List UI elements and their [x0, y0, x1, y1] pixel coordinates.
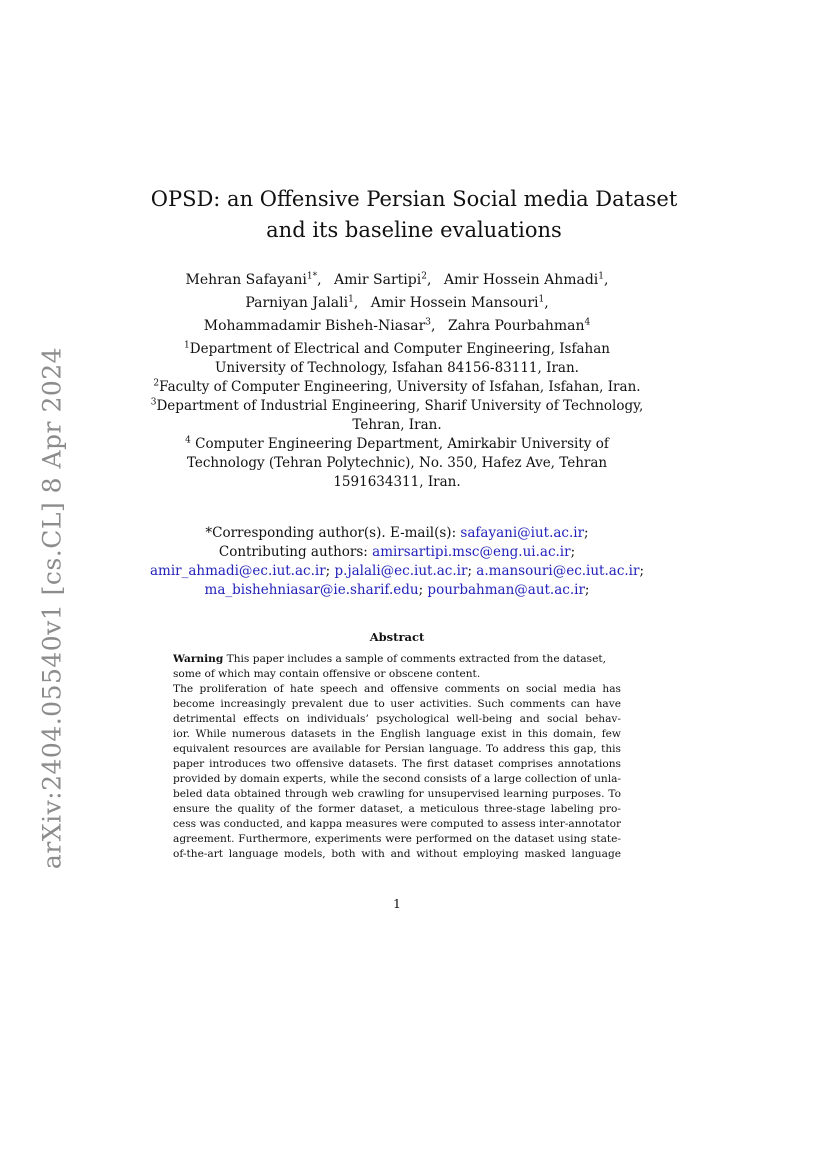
- corresponding-line: *Corresponding author(s). E-mail(s): safayani@iut.ac.ir;: [205, 525, 589, 541]
- abstract-line: equivalent resources are available for Persian language. To address this gap, this: [173, 743, 621, 755]
- title-line: OPSD: an Offensive Persian Social media Dataset: [150, 187, 678, 211]
- corresponding-email-link[interactable]: safayani@iut.ac.ir: [460, 525, 585, 541]
- author-line: [0, 315, 794, 338]
- affiliation-line: $^3$Department of Industrial Engineering, Sharif University of Technology,: [150, 397, 644, 414]
- contact-info: [0, 524, 794, 600]
- affiliation-line: University of Technology, Isfahan 84156-83111, Iran.: [215, 360, 579, 376]
- abstract-line: become increasingly prevalent due to user activities. Such comments can have: [173, 698, 621, 710]
- abstract-heading: Abstract: [369, 630, 425, 644]
- affiliation-line: $^1$Department of Electrical and Computer Engineering, Isfahan: [184, 340, 610, 357]
- author-line: [0, 292, 794, 315]
- abstract-line: of-the-art language models, both with and without employing masked language: [173, 848, 621, 860]
- contributing-line: Contributing authors: amirsartipi.msc@eng.ui.ac.ir;: [218, 544, 576, 560]
- email-link[interactable]: amir_ahmadi@ec.iut.ac.ir: [149, 563, 326, 579]
- email-link[interactable]: p.jalali@ec.iut.ac.ir: [334, 563, 468, 579]
- abstract-body: [173, 652, 621, 862]
- abstract-line: Warning This paper includes a sample of comments extracted from the dataset,: [173, 653, 606, 665]
- abstract-line: agreement. Furthermore, experiments were performed on the dataset using state-: [173, 833, 621, 845]
- author: Amir Sartipi$^2$,: [334, 271, 432, 288]
- paper-title: [0, 184, 828, 246]
- author: Amir Hossein Mansouri$^1$,: [370, 294, 549, 311]
- author: Parniyan Jalali$^1$,: [245, 294, 359, 311]
- abstract-line: some of which may contain offensive or obscene content.: [173, 668, 481, 680]
- abstract-line: beled data obtained through web crawling for unsupervised learning purposes. To: [173, 788, 621, 800]
- warning-label: Warning: [173, 653, 224, 665]
- affiliation-line: 1591634311, Iran.: [333, 474, 461, 490]
- email-link[interactable]: ma_bishehniasar@ie.sharif.edu: [204, 582, 419, 598]
- affiliation-line: Tehran, Iran.: [352, 417, 442, 433]
- email-line: ma_bishehniasar@ie.sharif.edu; pourbahman@aut.ac.ir;: [204, 582, 590, 598]
- affiliation-line: $^2$Faculty of Computer Engineering, University of Isfahan, Isfahan, Iran.: [153, 378, 641, 395]
- abstract-line: cess was conducted, and kappa measures were computed to assess inter-annotator: [173, 818, 621, 830]
- author-list: [0, 269, 794, 338]
- abstract-line: The proliferation of hate speech and offensive comments on social media has: [173, 683, 621, 695]
- abstract-line: detrimental effects on individuals’ psychological well-being and social behav-: [173, 713, 621, 725]
- abstract-line: paper introduces two offensive datasets. The first dataset comprises annotations: [173, 758, 621, 770]
- affiliation-line: Technology (Tehran Polytechnic), No. 350, Hafez Ave, Tehran: [186, 455, 608, 471]
- arxiv-identifier-stamp: arXiv:2404.05540v1 [cs.CL] 8 Apr 2024: [37, 346, 67, 870]
- author: Mohammadamir Bisheh-Niasar$^3$,: [203, 317, 436, 334]
- title-line: and its baseline evaluations: [266, 218, 562, 242]
- author-line: [0, 269, 794, 292]
- author: Mehran Safayani$^{1*}$,: [185, 271, 322, 288]
- author: Amir Hossein Ahmadi$^1$,: [443, 271, 609, 288]
- abstract-line: provided by domain experts, while the second consists of a large collection of unla-: [173, 773, 621, 785]
- abstract-line: ior. While numerous datasets in the English language exist in this domain, few: [173, 728, 621, 740]
- page-number: 1: [393, 896, 401, 911]
- email-link[interactable]: amirsartipi.msc@eng.ui.ac.ir: [372, 544, 571, 560]
- affiliation-line: $^4$ Computer Engineering Department, Amirkabir University of: [185, 435, 609, 452]
- email-link[interactable]: a.mansouri@ec.iut.ac.ir: [476, 563, 640, 579]
- email-link[interactable]: pourbahman@aut.ac.ir: [427, 582, 585, 598]
- affiliation-list: [0, 340, 794, 492]
- email-line: amir_ahmadi@ec.iut.ac.ir; p.jalali@ec.iut.ac.ir; a.mansouri@ec.iut.ac.ir;: [149, 563, 645, 579]
- abstract-line: ensure the quality of the former dataset, a meticulous three-stage labeling pro-: [173, 803, 621, 815]
- author: Zahra Pourbahman$^4$: [447, 317, 591, 334]
